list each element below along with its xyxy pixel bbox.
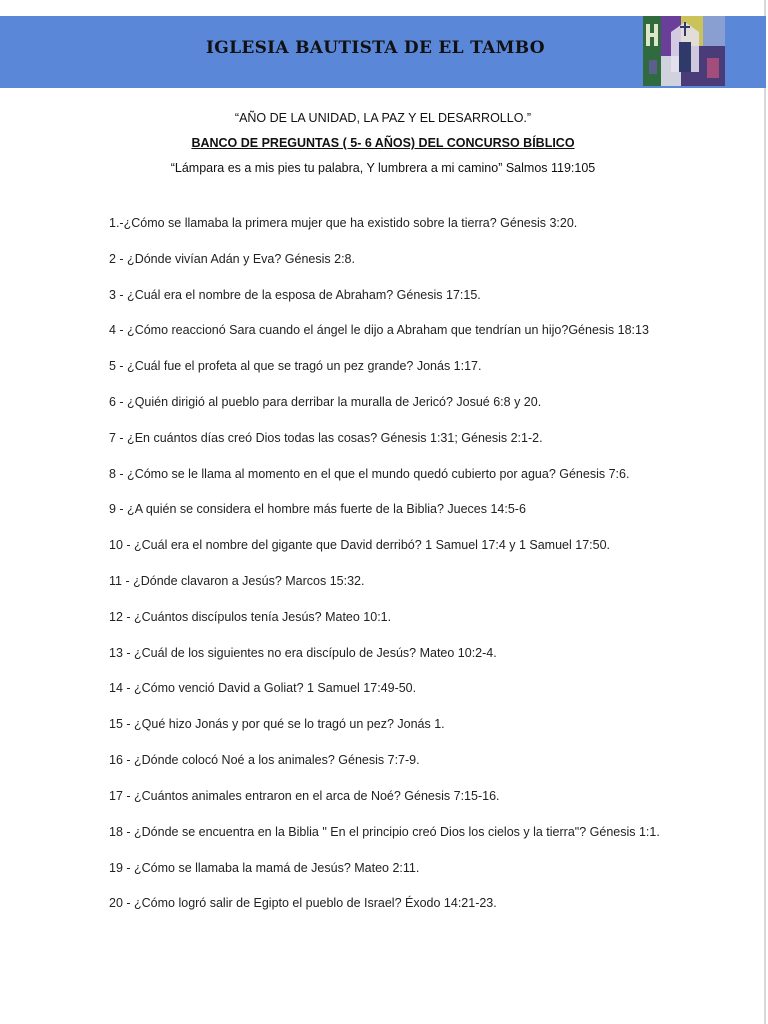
church-title: IGLESIA BAUTISTA DE EL TAMBO <box>206 38 545 58</box>
question-item: 18 - ¿Dónde se encuentra en la Biblia " En el principio creó Dios los cielos y la tierra"? Génesis 1:1. <box>109 824 660 839</box>
question-item: 12 - ¿Cuántos discípulos tenía Jesús? Mateo 10:1. <box>109 609 392 624</box>
question-item: 9 - ¿A quién se considera el hombre más fuerte de la Biblia? Jueces 14:5-6 <box>109 502 526 517</box>
question-item: 11 - ¿Dónde clavaron a Jesús? Marcos 15:32. <box>109 573 365 588</box>
bible-verse: “Lámpara es a mis pies tu palabra, Y lumbrera a mi camino” Salmos 119:105 <box>170 161 596 175</box>
question-item: 5 - ¿Cuál fue el profeta al que se tragó un pez grande? Jonás 1:17. <box>109 359 482 374</box>
year-motto: “AÑO DE LA UNIDAD, LA PAZ Y EL DESARROLLO.” <box>234 111 532 125</box>
question-item: 17 - ¿Cuántos animales entraron en el arca de Noé? Génesis 7:15-16. <box>109 788 500 803</box>
question-item: 7 - ¿En cuántos días creó Dios todas las cosas? Génesis 1:31; Génesis 2:1-2. <box>109 430 543 445</box>
question-item: 19 - ¿Cómo se llamaba la mamá de Jesús? Mateo 2:11. <box>109 860 420 875</box>
question-item: 1.-¿Cómo se llamaba la primera mujer que ha existido sobre la tierra? Génesis 3:20. <box>109 216 578 230</box>
question-item: 4 - ¿Cómo reaccionó Sara cuando el ángel le dijo a Abraham que tendrían un hijo?Génesis 18:13 <box>109 323 649 338</box>
question-item: 20 - ¿Cómo logró salir de Egipto el pueblo de Israel? Éxodo 14:21-23. <box>109 896 497 911</box>
question-item: 2 - ¿Dónde vivían Adán y Eva? Génesis 2:8. <box>109 251 355 266</box>
church-logo-icon <box>643 16 725 86</box>
question-item: 3 - ¿Cuál era el nombre de la esposa de Abraham? Génesis 17:15. <box>109 287 481 302</box>
question-item: 14 - ¿Cómo venció David a Goliat? 1 Samuel 17:49-50. <box>109 681 417 696</box>
question-item: 13 - ¿Cuál de los siguientes no era discípulo de Jesús? Mateo 10:2-4. <box>109 645 497 660</box>
question-item: 6 - ¿Quién dirigió al pueblo para derribar la muralla de Jericó? Josué 6:8 y 20. <box>109 394 542 409</box>
question-item: 16 - ¿Dónde colocó Noé a los animales? Génesis 7:7-9. <box>109 752 420 767</box>
question-bank-title: BANCO DE PREGUNTAS ( 5- 6 AÑOS) DEL CONCURSO BÍBLICO <box>191 136 575 150</box>
question-item: 8 - ¿Cómo se le llama al momento en el que el mundo quedó cubierto por agua? Génesis 7:6. <box>109 466 630 481</box>
question-item: 10 - ¿Cuál era el nombre del gigante que David derribó? 1 Samuel 17:4 y 1 Samuel 17:50. <box>109 538 610 553</box>
question-item: 15 - ¿Qué hizo Jonás y por qué se lo tragó un pez? Jonás 1. <box>109 717 445 732</box>
question-list <box>109 216 669 932</box>
